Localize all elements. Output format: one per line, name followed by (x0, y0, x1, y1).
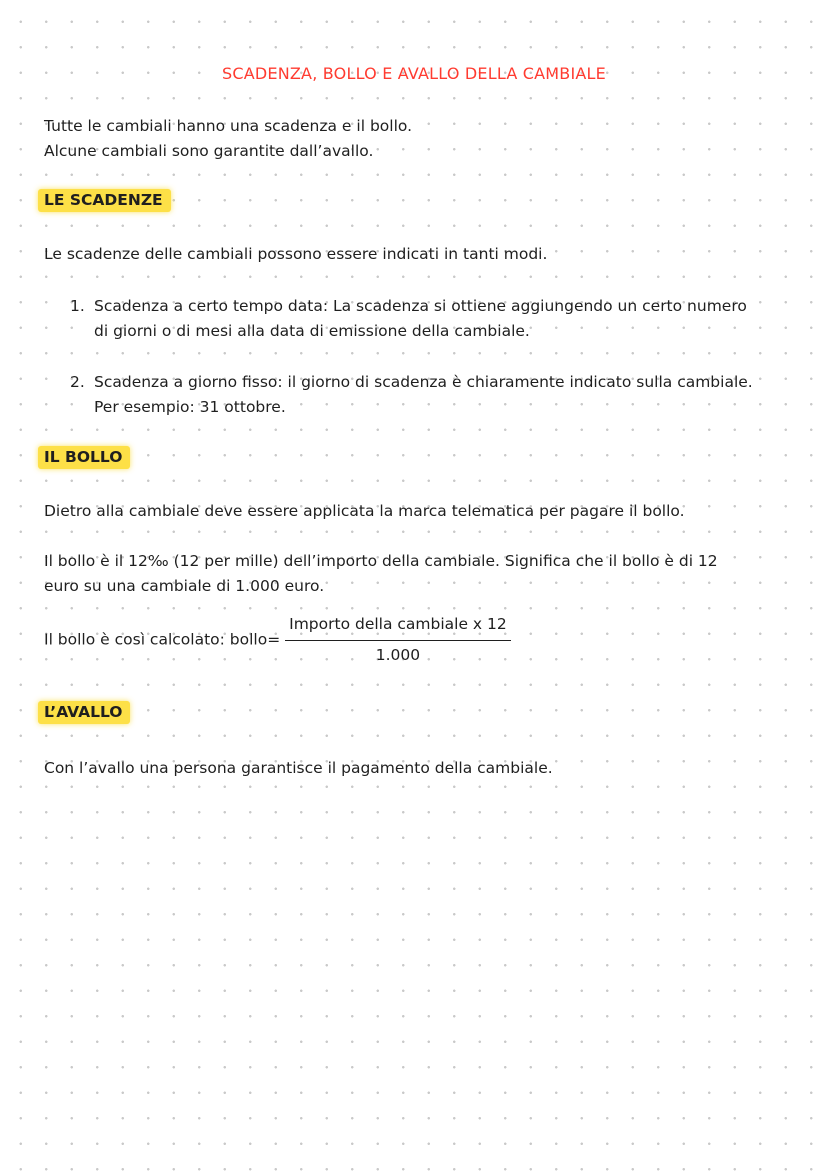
list-item-2-line-2: Per esempio: 31 ottobre. (94, 398, 286, 416)
formula-denominator: 1.000 (375, 646, 421, 664)
bollo-formula (44, 612, 511, 668)
heading-bollo: IL BOLLO (38, 446, 130, 469)
intro-line-2: Alcune cambiali sono garantite dall’avallo. (44, 142, 374, 160)
list-item-1-line-1: Scadenza a certo tempo data: La scadenza si ottiene aggiungendo un certo numero (94, 297, 747, 315)
list-item-2-line-1: Scadenza a giorno fisso: il giorno di scadenza è chiaramente indicato sulla cambiale. (94, 373, 753, 391)
list-item-number: 2. (70, 373, 85, 391)
list-item-number: 1. (70, 297, 85, 315)
formula-label: Il bollo è così calcolato: bollo= (44, 630, 281, 649)
bollo-paragraph-2-line-1: Il bollo è il 12‰ (12 per mille) dell’importo della cambiale. Significa che il bollo è di 12 (44, 552, 718, 570)
heading-scadenze: LE SCADENZE (38, 189, 171, 212)
page-title: SCADENZA, BOLLO E AVALLO DELLA CAMBIALE (222, 64, 606, 83)
formula-numerator: Importo della cambiale x 12 (285, 612, 511, 641)
formula-fraction (285, 612, 511, 668)
intro-line-1: Tutte le cambiali hanno una scadenza e il bollo. (44, 117, 413, 135)
list-item-1-line-2: di giorni o di mesi alla data di emissione della cambiale. (94, 322, 530, 340)
avallo-text: Con l’avallo una persona garantisce il pagamento della cambiale. (44, 759, 553, 777)
bollo-paragraph-1: Dietro alla cambiale deve essere applicata la marca telematica per pagare il bollo. (44, 502, 685, 520)
scadenze-intro: Le scadenze delle cambiali possono essere indicati in tanti modi. (44, 245, 548, 263)
heading-avallo: L’AVALLO (38, 701, 130, 724)
bollo-paragraph-2-line-2: euro su una cambiale di 1.000 euro. (44, 577, 325, 595)
